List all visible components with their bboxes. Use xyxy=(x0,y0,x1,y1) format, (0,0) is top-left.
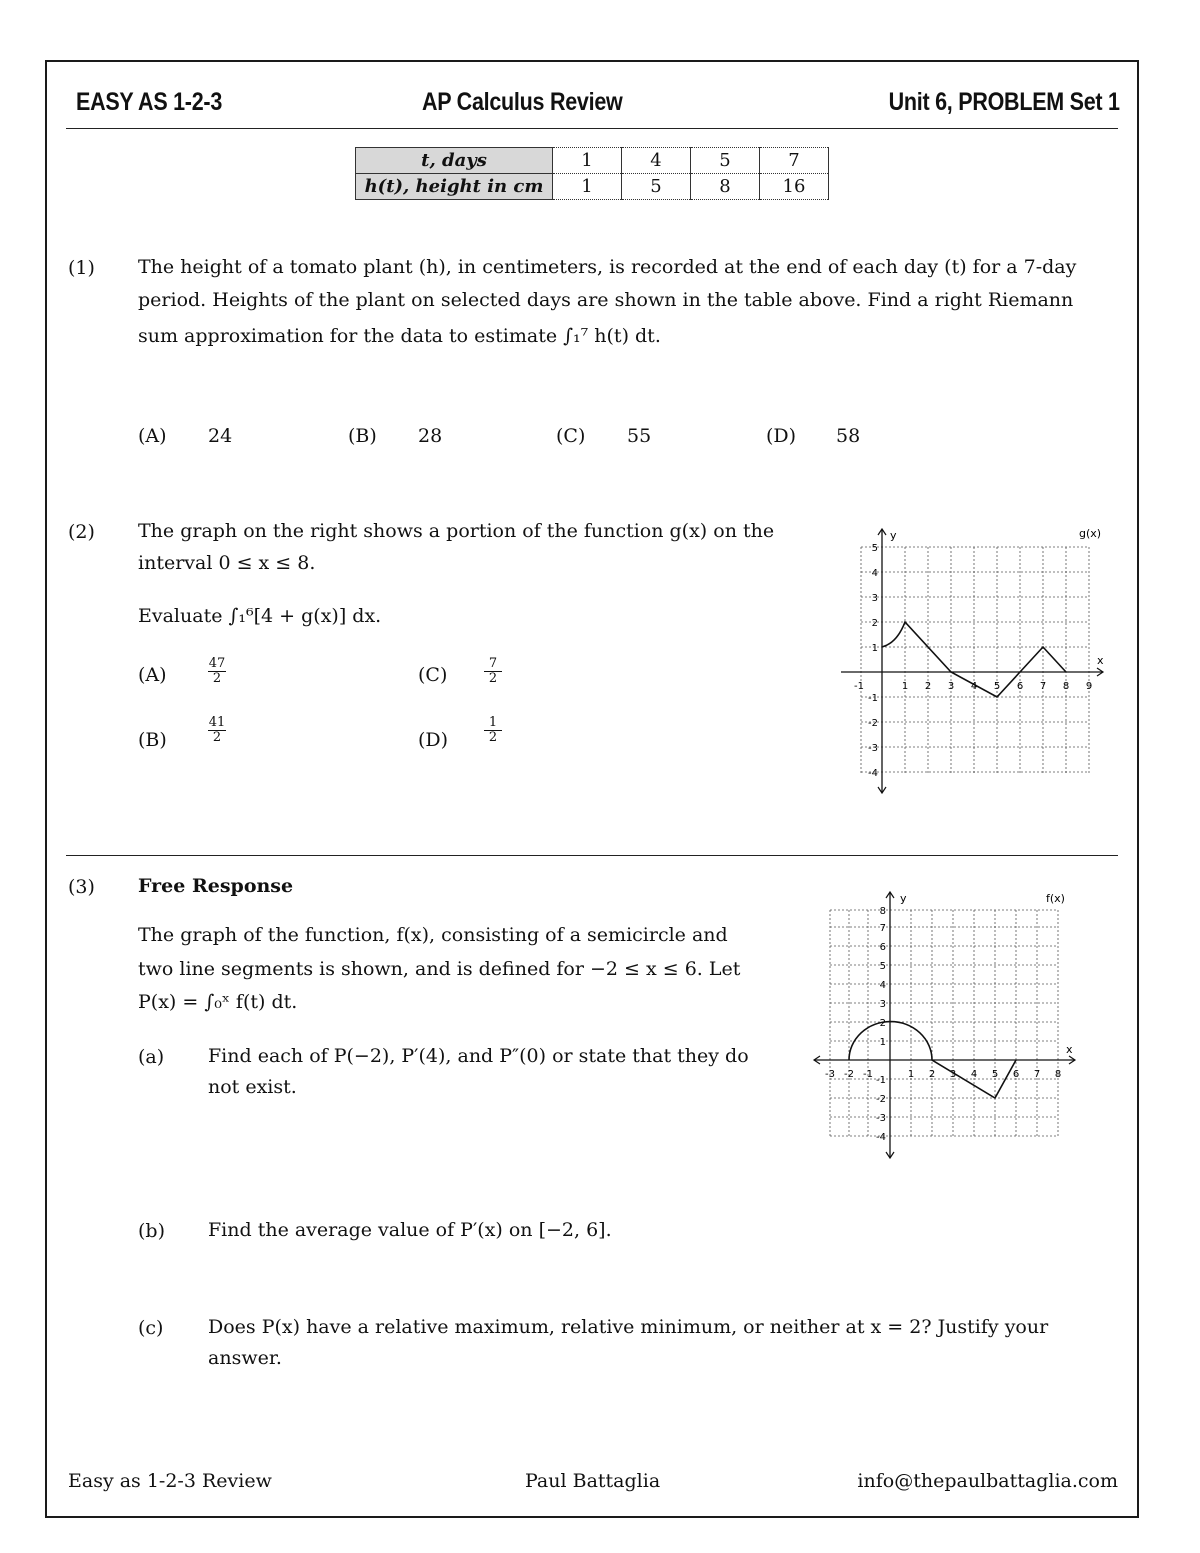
g-tick-y: -4 xyxy=(868,768,878,779)
q2-option-a-label: (A) xyxy=(138,664,167,686)
q1-text-line1: The height of a tomato plant (h), in centimeters, is recorded at the end of each day (t) for a 7-day xyxy=(138,256,1077,278)
q3-text-line2: two line segments is shown, and is defined for −2 ≤ x ≤ 6. Let xyxy=(138,958,741,980)
f-tick-x: -1 xyxy=(863,1069,873,1080)
header-rule xyxy=(66,128,1118,129)
q1-text-line2: period. Heights of the plant on selected days are shown in the table above. Find a right Riemann xyxy=(138,289,1074,311)
h-value: 8 xyxy=(691,174,760,200)
g-tick-x: 6 xyxy=(1016,681,1024,692)
g-tick-y: 4 xyxy=(871,568,878,579)
q2-text-line2: interval 0 ≤ x ≤ 8. xyxy=(138,552,316,574)
section-rule xyxy=(66,855,1118,856)
q1-option-d-value: 58 xyxy=(836,425,861,447)
f-tick-x: 1 xyxy=(907,1069,915,1080)
q2-option-a-fraction xyxy=(208,657,226,686)
q3-part-a-line1: Find each of P(−2), P′(4), and P″(0) or state that they do xyxy=(208,1045,749,1067)
g-tick-y: -2 xyxy=(868,718,878,729)
header-center: AP Calculus Review xyxy=(422,88,623,116)
q3-part-b-line1: Find the average value of P′(x) on [−2, 6]. xyxy=(208,1219,612,1241)
denominator: 2 xyxy=(488,671,498,686)
numerator: 41 xyxy=(208,715,226,730)
g-tick-y: 5 xyxy=(871,543,878,554)
f-tick-y: -1 xyxy=(876,1075,886,1086)
g-tick-x: 5 xyxy=(993,681,1001,692)
q3-part-c-line1: Does P(x) have a relative maximum, relative minimum, or neither at x = 2? Justify your xyxy=(208,1316,1049,1338)
f-tick-y: -3 xyxy=(876,1113,886,1124)
f-tick-y: 2 xyxy=(879,1018,886,1029)
g-tick-x: 2 xyxy=(924,681,932,692)
q3-part-c-line2: answer. xyxy=(208,1347,282,1369)
f-tick-y: 1 xyxy=(879,1037,886,1048)
q3-part-c-label: (c) xyxy=(138,1317,164,1339)
f-tick-y: 8 xyxy=(879,906,886,917)
g-tick-y: 3 xyxy=(871,593,878,604)
g-tick-x: 7 xyxy=(1039,681,1047,692)
q2-option-d-label: (D) xyxy=(418,729,449,751)
g-tick-x: 4 xyxy=(970,681,978,692)
g-y-label: y xyxy=(890,529,897,542)
footer-left: Easy as 1-2-3 Review xyxy=(68,1470,272,1492)
h-value: 5 xyxy=(622,174,691,200)
q1-option-b-value: 28 xyxy=(418,425,443,447)
table-row xyxy=(356,174,829,200)
f-tick-x: 8 xyxy=(1054,1069,1062,1080)
denominator: 2 xyxy=(212,671,222,686)
q2-text-line3: Evaluate ∫₁⁶[4 + g(x)] dx. xyxy=(138,605,382,627)
f-function-label: f(x) xyxy=(1046,892,1065,905)
g-graph xyxy=(835,525,1110,800)
q2-option-d-fraction xyxy=(484,716,502,745)
q3-part-a-line2: not exist. xyxy=(208,1076,297,1098)
q3-part-b-label: (b) xyxy=(138,1220,165,1242)
f-tick-x: -2 xyxy=(844,1069,854,1080)
q1-number: (1) xyxy=(68,257,95,279)
q1-text-line3: sum approximation for the data to estimate ∫₁⁷ h(t) dt. xyxy=(138,325,661,347)
f-x-label: x xyxy=(1066,1043,1073,1056)
t-value: 4 xyxy=(622,148,691,174)
q3-text-line1: The graph of the function, f(x), consisting of a semicircle and xyxy=(138,924,728,946)
f-tick-y: -4 xyxy=(876,1132,886,1143)
q1-option-a-label: (A) xyxy=(138,425,167,447)
f-tick-y: 3 xyxy=(879,999,886,1010)
g-tick-x: 3 xyxy=(947,681,955,692)
f-tick-x: 2 xyxy=(928,1069,936,1080)
g-tick-x: -1 xyxy=(854,681,864,692)
q2-option-c-label: (C) xyxy=(418,664,448,686)
g-tick-x: 8 xyxy=(1062,681,1070,692)
q1-option-a-value: 24 xyxy=(208,425,233,447)
h-value: 16 xyxy=(760,174,829,200)
f-tick-y: 5 xyxy=(879,961,886,972)
footer-center: Paul Battaglia xyxy=(525,1470,661,1492)
h-value: 1 xyxy=(553,174,622,200)
f-y-label: y xyxy=(900,892,907,905)
denominator: 2 xyxy=(212,730,222,745)
q3-part-a-label: (a) xyxy=(138,1046,165,1068)
f-tick-y: 7 xyxy=(879,923,886,934)
g-function-label: g(x) xyxy=(1079,527,1102,540)
numerator: 7 xyxy=(484,657,502,672)
f-graph xyxy=(810,888,1090,1163)
g-tick-y: 2 xyxy=(871,618,878,629)
q2-option-b-fraction xyxy=(208,716,226,745)
data-table xyxy=(355,147,829,200)
f-tick-y: -2 xyxy=(876,1094,886,1105)
table-row xyxy=(356,148,829,174)
q1-option-b-label: (B) xyxy=(348,425,377,447)
row-header-t: t, days xyxy=(356,148,553,174)
g-tick-y: 1 xyxy=(871,643,878,654)
footer-right: info@thepaulbattaglia.com xyxy=(857,1470,1118,1492)
q2-number: (2) xyxy=(68,521,95,543)
q1-option-d-label: (D) xyxy=(766,425,797,447)
row-header-h: h(t), height in cm xyxy=(356,174,553,200)
g-tick-y: -1 xyxy=(868,693,878,704)
f-tick-y: 6 xyxy=(879,942,886,953)
numerator: 47 xyxy=(208,656,226,671)
f-tick-x: -3 xyxy=(825,1069,835,1080)
f-grid xyxy=(830,910,1058,1138)
f-tick-x: 3 xyxy=(949,1069,957,1080)
f-tick-x: 5 xyxy=(991,1069,999,1080)
q3-text-line3: P(x) = ∫₀ˣ f(t) dt. xyxy=(138,991,298,1013)
t-value: 1 xyxy=(553,148,622,174)
q2-option-b-label: (B) xyxy=(138,729,167,751)
q3-title: Free Response xyxy=(138,875,294,897)
f-tick-x: 4 xyxy=(970,1069,978,1080)
denominator: 2 xyxy=(488,730,498,745)
f-tick-x: 7 xyxy=(1033,1069,1041,1080)
q2-text-line1: The graph on the right shows a portion of the function g(x) on the xyxy=(138,520,775,542)
f-tick-x: 6 xyxy=(1012,1069,1020,1080)
q1-option-c-label: (C) xyxy=(556,425,586,447)
q1-option-c-value: 55 xyxy=(627,425,652,447)
header-right: Unit 6, PROBLEM Set 1 xyxy=(888,88,1120,116)
g-x-label: x xyxy=(1097,654,1104,667)
f-tick-y: 4 xyxy=(879,980,886,991)
q2-option-c-fraction xyxy=(484,657,502,686)
g-tick-x: 9 xyxy=(1085,681,1093,692)
g-tick-y: -3 xyxy=(868,743,878,754)
t-value: 5 xyxy=(691,148,760,174)
numerator: 1 xyxy=(484,716,502,731)
t-value: 7 xyxy=(760,148,829,174)
q3-number: (3) xyxy=(68,876,95,898)
g-tick-x: 1 xyxy=(901,681,909,692)
header-left: EASY AS 1-2-3 xyxy=(76,88,223,116)
